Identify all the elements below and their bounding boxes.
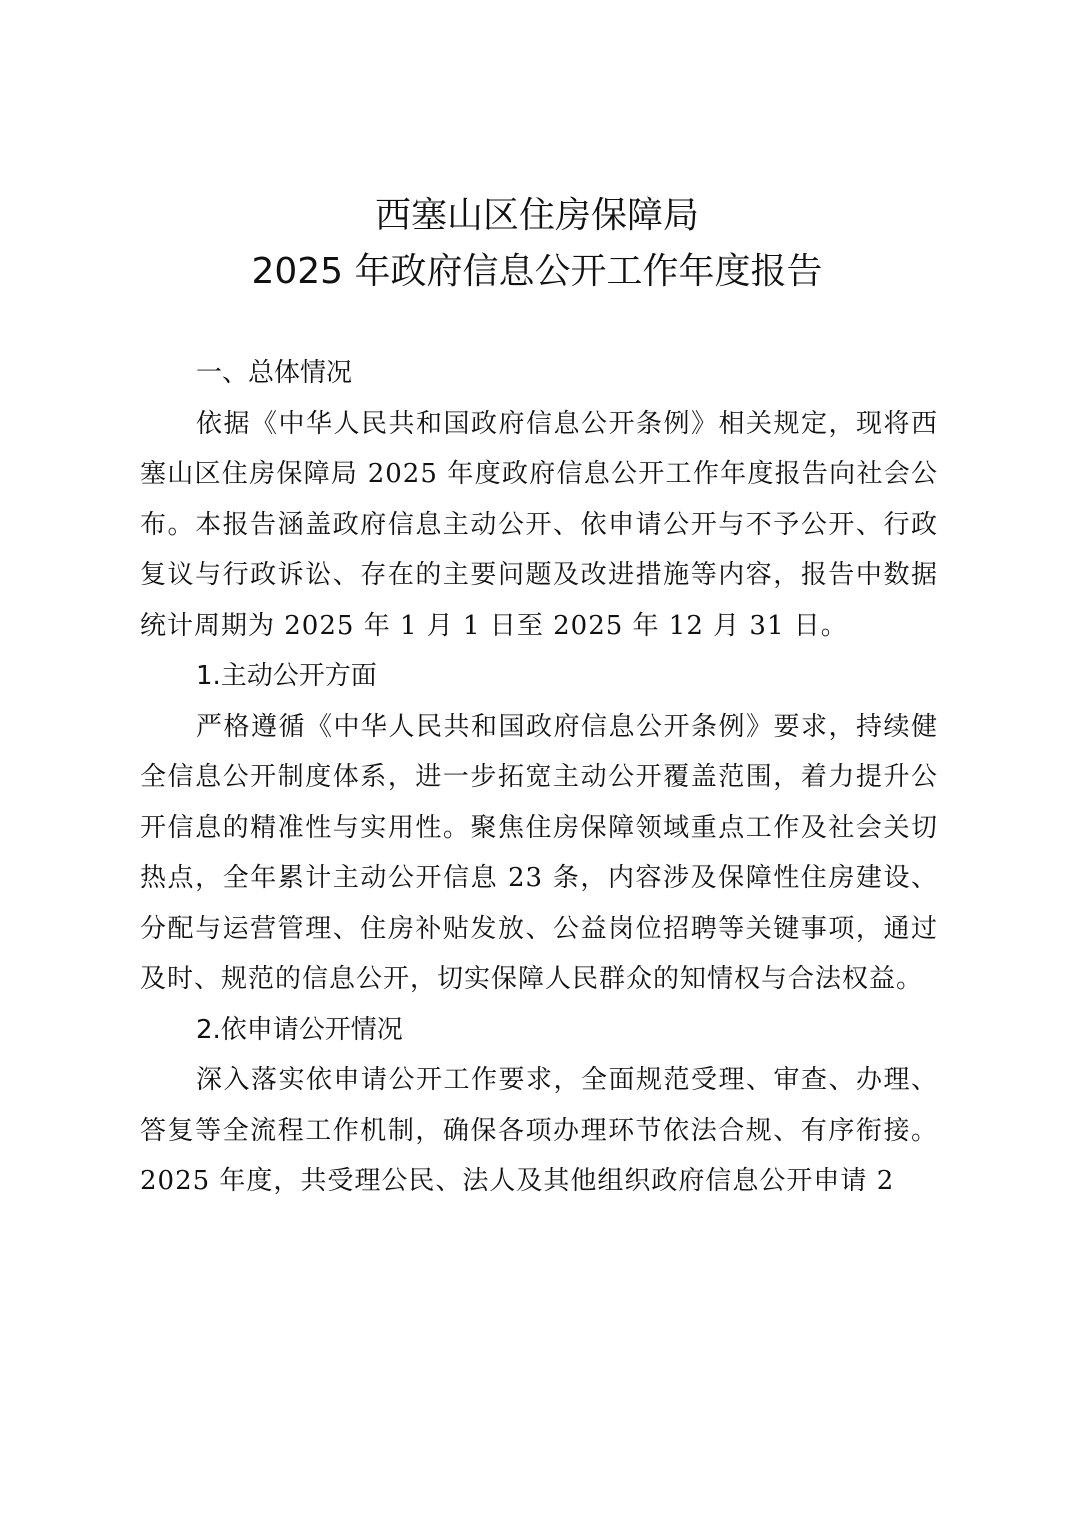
section-paragraph-application-disclosure: 深入落实依申请公开工作要求，全面规范受理、审查、办理、答复等全流程工作机制，确保各项办理环节依法合规、有序衔接。2025 年度，共受理公民、法人及其他组织政府信息公开申请 2 <box>140 1065 938 1196</box>
document-title <box>0 188 1074 300</box>
section-heading-application-disclosure: 2.依申请公开情况 <box>196 1014 403 1045</box>
section-paragraph-overview: 依据《中华人民共和国政府信息公开条例》相关规定，现将西塞山区住房保障局 2025 年度政府信息公开工作年度报告向社会公布。本报告涵盖政府信息主动公开、依申请公开与不予公开、行政复议与行政诉讼、存在的主要问题及改进措施等内容，报告中数据统计周期为 2025 年 1 月 1 日至 2025 年 12 月 31 日。 <box>140 408 938 641</box>
title-line-2: 2025 年政府信息公开工作年度报告 <box>251 251 823 292</box>
section-heading-proactive-disclosure: 1.主动公开方面 <box>196 661 377 691</box>
document-body <box>140 348 938 1207</box>
title-line-1: 西塞山区住房保障局 <box>374 195 699 236</box>
section-paragraph-proactive-disclosure: 严格遵循《中华人民共和国政府信息公开条例》要求，持续健全信息公开制度体系，进一步拓宽主动公开覆盖范围，着力提升公开信息的精准性与实用性。聚焦住房保障领域重点工作及社会关切热点，全年累计主动公开信息 23 条，内容涉及保障性住房建设、分配与运营管理、住房补贴发放、公益岗位招聘等关键事项，通过及时、规范的信息公开，切实保障人民群众的知情权与合法权益。 <box>140 711 938 994</box>
section-heading-overview: 一、总体情况 <box>196 358 353 388</box>
